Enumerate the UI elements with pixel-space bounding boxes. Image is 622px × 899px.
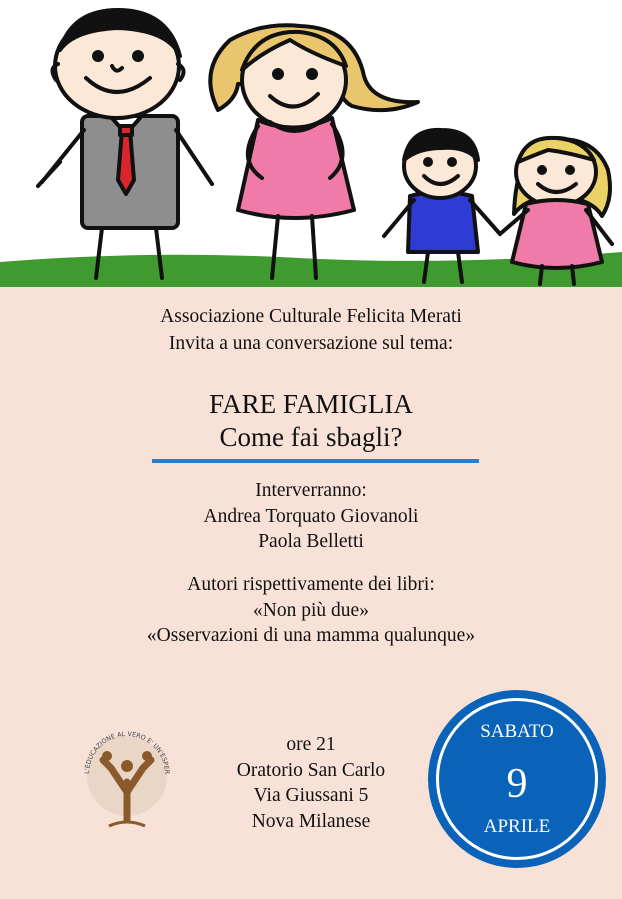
svg-text:L'EDUCAZIONE AL VERO E' UN'ESP: L'EDUCAZIONE AL VERO E' UN'ESPER (82, 729, 172, 775)
tree-people-icon (77, 722, 177, 834)
book-title: «Osservazioni di una mamma qualunque» (146, 625, 476, 646)
books-block (0, 572, 622, 649)
title-underline (152, 459, 479, 463)
date-badge (428, 690, 606, 868)
event-time: ore 21 (286, 734, 336, 755)
venue-place: Oratorio San Carlo (236, 759, 386, 781)
speaker-name: Andrea Torquato Giovanoli (203, 505, 419, 527)
books-heading: Autori rispettivamente dei libri: (187, 574, 435, 595)
speakers-heading: Interverranno: (255, 480, 367, 501)
title-subtitle: Come fai sbagli? (219, 422, 403, 452)
book-title: «Non più due» (253, 599, 369, 621)
badge-weekday: SABATO (480, 721, 554, 742)
invitation-line: Invita a una conversazione sul tema: (168, 333, 454, 354)
family-drawing-icon (0, 0, 622, 287)
intro-text (0, 303, 622, 357)
title-main: FARE FAMIGLIA (209, 389, 413, 419)
venue-city: Nova Milanese (251, 810, 371, 832)
badge-month: APRILE (483, 816, 551, 837)
association-name: Associazione Culturale Felicita Merati (160, 306, 462, 327)
association-logo (77, 722, 177, 834)
family-illustration (0, 0, 622, 287)
speakers-block (0, 478, 622, 555)
venue-street: Via Giussani 5 (253, 785, 369, 806)
badge-day: 9 (506, 761, 528, 807)
venue-block (216, 732, 406, 834)
event-title (0, 388, 622, 454)
speaker-name: Paola Belletti (258, 531, 364, 552)
